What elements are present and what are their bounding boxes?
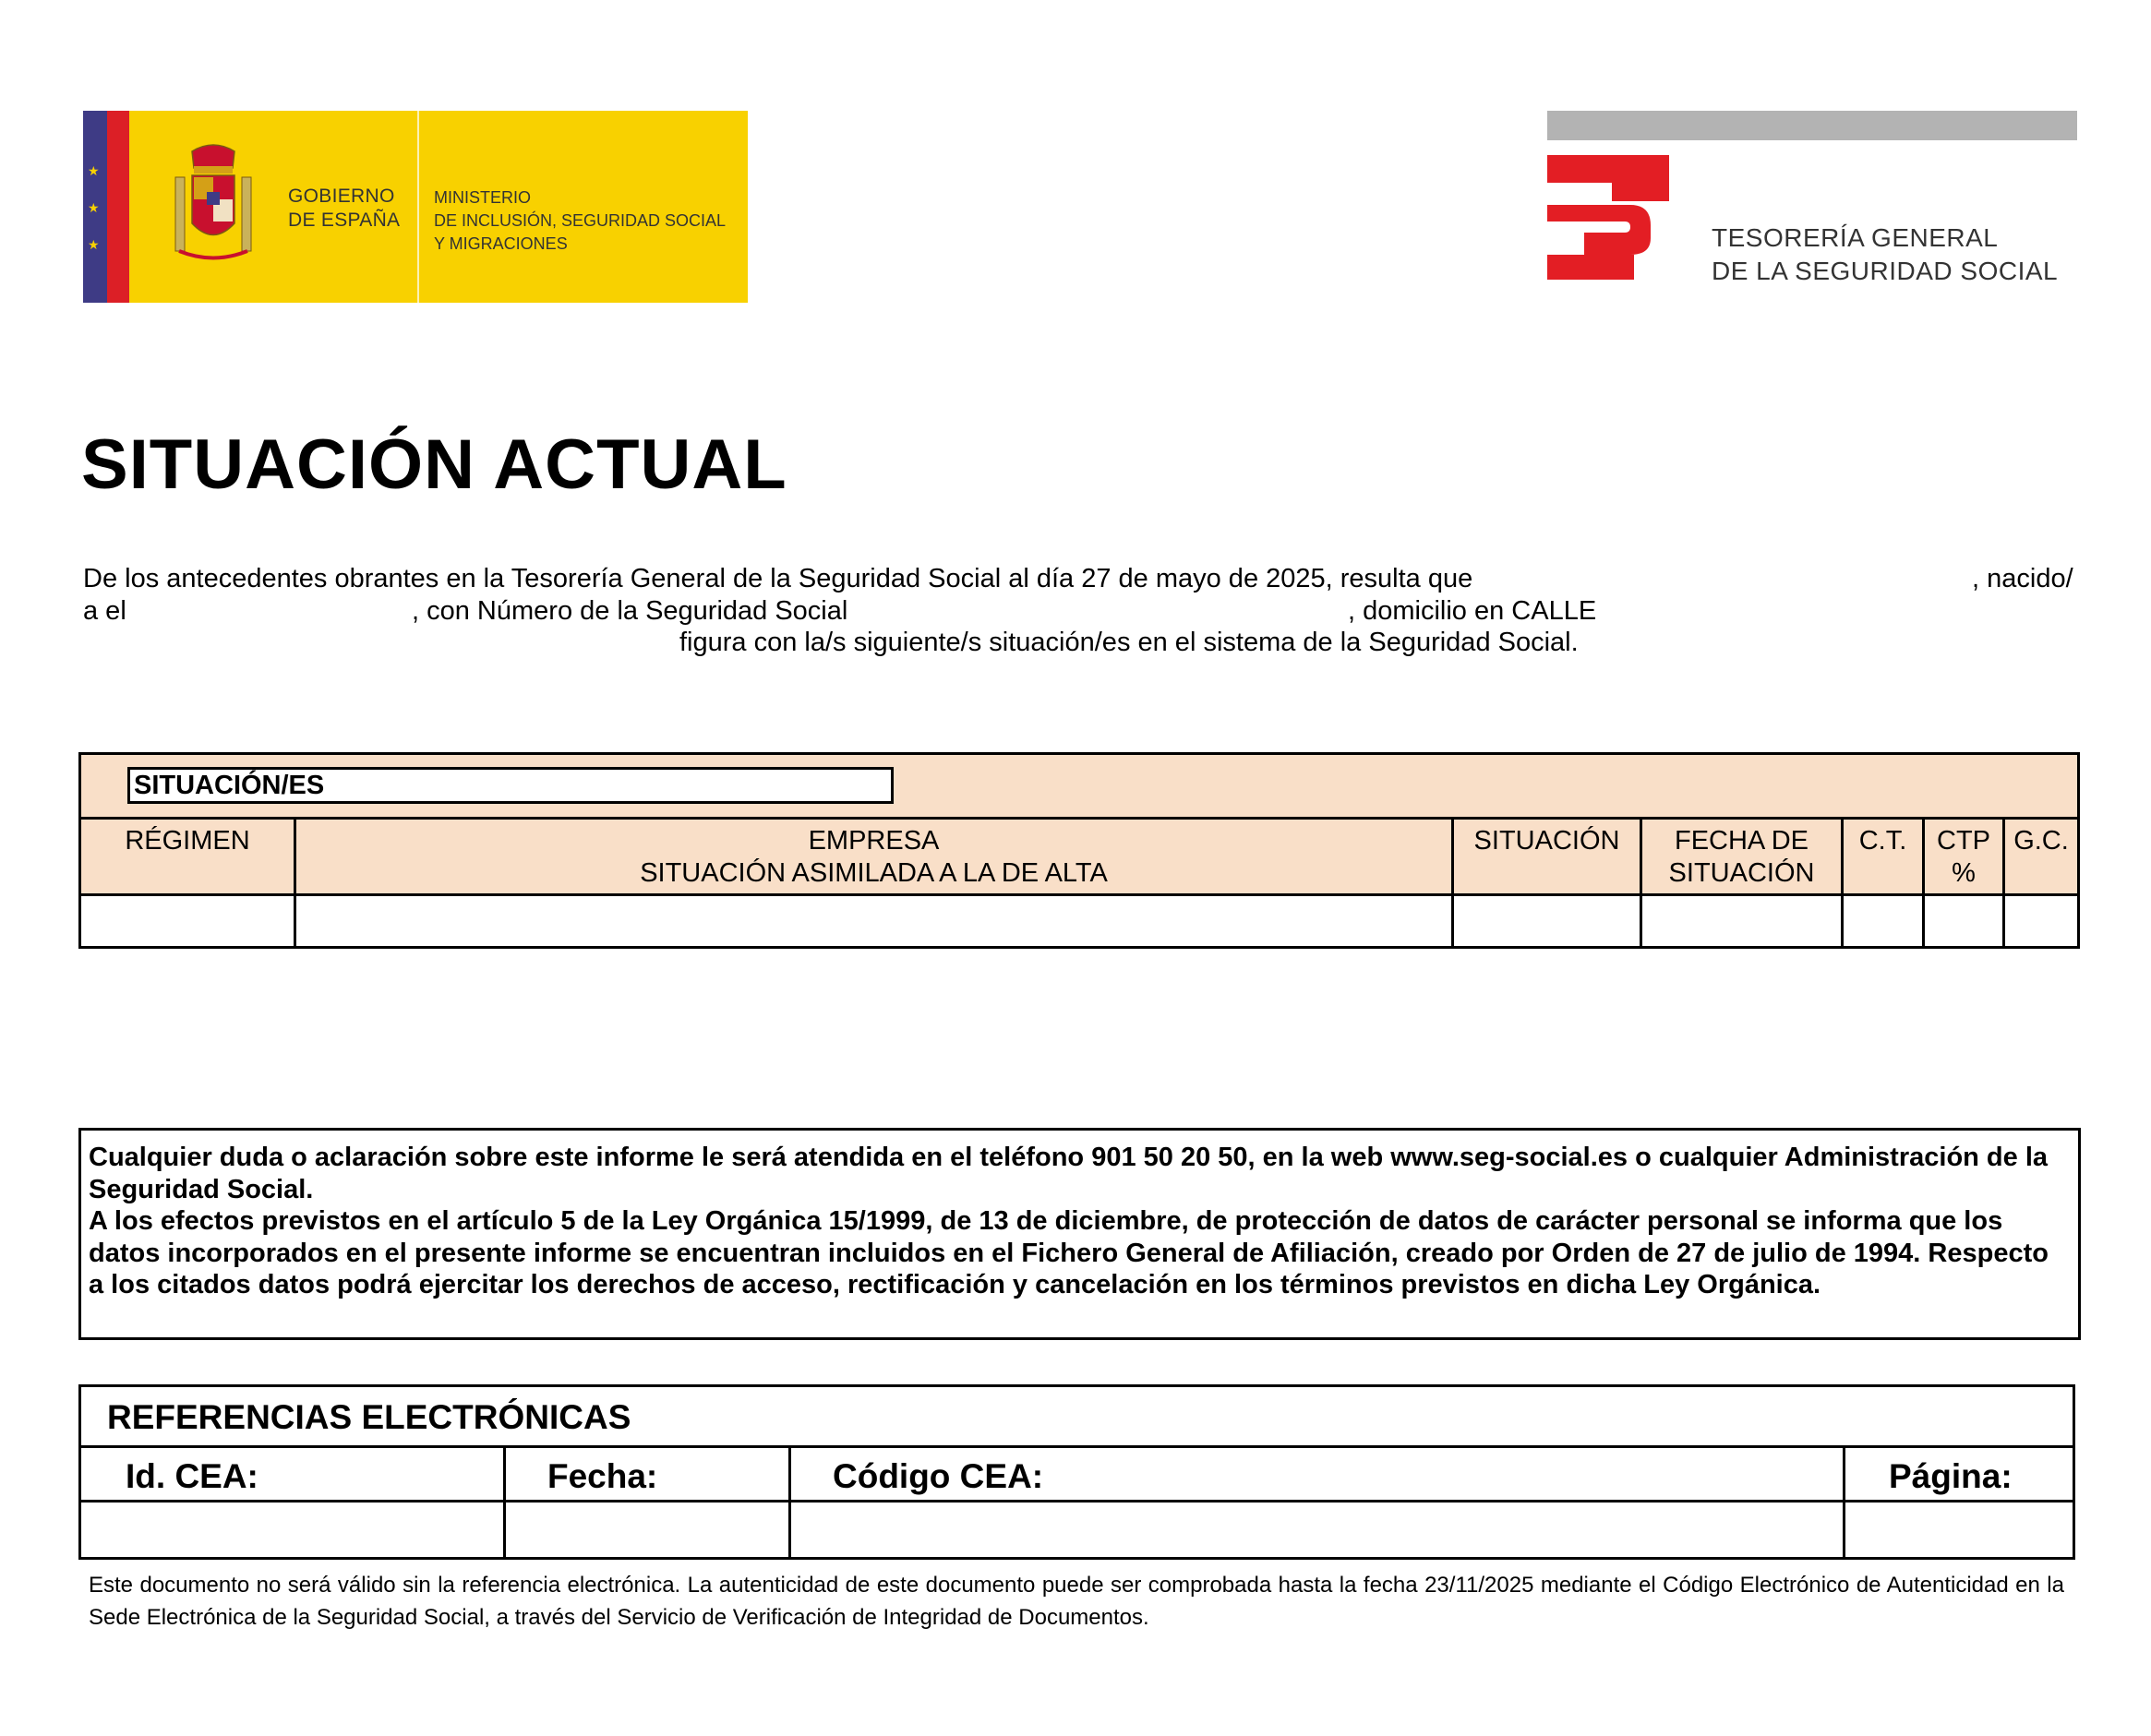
pagina-label: Página: (1889, 1457, 2013, 1495)
col-fecha (1642, 825, 1841, 890)
col-ctp-line1: CTP (1937, 826, 1990, 856)
col-divider (788, 1445, 791, 1557)
tgss-line1: TESORERÍA GENERAL (1712, 223, 1999, 252)
col-ct: C.T. (1858, 826, 1907, 856)
col-empresa-line2: SITUACIÓN ASIMILADA A LA DE ALTA (640, 858, 1108, 888)
col-gc: G.C. (2013, 826, 2069, 856)
ministry-line2: DE INCLUSIÓN, SEGURIDAD SOCIAL (434, 211, 727, 230)
col-situacion: SITUACIÓN (1473, 826, 1620, 856)
col-fecha-line2: SITUACIÓN (1668, 858, 1815, 888)
col-divider (503, 1445, 506, 1557)
tgss-line2: DE LA SEGURIDAD SOCIAL (1712, 257, 2059, 285)
referencias-title: REFERENCIAS ELECTRÓNICAS (107, 1398, 631, 1436)
tgss-name (1712, 221, 2058, 288)
situaciones-label: SITUACIÓN/ES (127, 767, 894, 804)
col-divider (1843, 1445, 1845, 1557)
footer-note: Este documento no será válido sin la referencia electrónica. La autenticidad de este documento puede ser comprobada hasta la fecha 23/11/2025 mediante el Código Electrónico de Autenticidad en la Sede Electrónica de la Seguridad Social, a través del Servicio de Verificación de Integridad de Documentos. (89, 1573, 2064, 1630)
col-empresa (296, 825, 1451, 890)
ministry-line3: Y MIGRACIONES (434, 234, 568, 253)
ministry-name (434, 186, 726, 256)
col-ctp (1925, 825, 2002, 890)
info-contact: Cualquier duda o aclaración sobre este informe le será atendida en el teléfono 901 50 20 50, en la web www.seg-social.es o cualquier Administración de la Seguridad Social. (89, 1143, 2049, 1204)
flag-red-stripe (107, 111, 129, 303)
tgss-logo-icon (1547, 155, 1669, 280)
intro-line1: De los antecedentes obrantes en la Tesorería General de la Seguridad Social al día 27 de mayo de 2025, resulta que (83, 564, 1473, 593)
intro-line2-end: , domicilio en CALLE (1348, 596, 1597, 626)
flag-blue-stripe: ★ ★ ★ (83, 111, 107, 303)
gobierno-line1: GOBIERNO (288, 186, 395, 207)
table-divider (81, 893, 2077, 896)
info-legal: A los efectos previstos en el artículo 5 de la Ley Orgánica 15/1999, de 13 de diciembre, de protección de datos de carácter personal se informa que los datos incorporados en el presente informe se encuentran incluidos en el Fichero General de Afiliación, creado por Orden de 27 de julio de 1994. Respecto a los citados datos podrá ejercitar los derechos de acceso, rectificación y cancelación en los términos previstos en dicha Ley Orgánica. (89, 1206, 2049, 1299)
gobierno-line2: DE ESPAÑA (288, 210, 401, 231)
intro-line2-mid: , con Número de la Seguridad Social (412, 596, 848, 626)
gobierno-logo (83, 111, 748, 303)
col-fecha-line1: FECHA DE (1674, 826, 1809, 856)
situaciones-table (78, 752, 2080, 949)
col-regimen: RÉGIMEN (125, 826, 250, 856)
col-empresa-line1: EMPRESA (808, 826, 940, 856)
intro-line2-start: a el (83, 596, 126, 626)
referencias-table (78, 1384, 2075, 1560)
page-title: SITUACIÓN ACTUAL (81, 425, 787, 504)
tgss-gray-bar (1547, 111, 2077, 140)
gobierno-name (288, 185, 400, 233)
codigo-cea-label: Código CEA: (833, 1457, 1044, 1495)
table-divider (81, 1445, 2073, 1448)
ministry-line1: MINISTERIO (434, 188, 532, 207)
col-ctp-line2: % (1952, 858, 1976, 888)
info-box (78, 1128, 2081, 1340)
table-divider (81, 817, 2077, 820)
logo-divider (417, 111, 419, 303)
fecha-label: Fecha: (547, 1457, 658, 1495)
coat-of-arms-icon (172, 140, 255, 274)
intro-line1-end: , nacido/ (1972, 564, 2073, 593)
table-divider (81, 1500, 2073, 1503)
intro-line3: figura con la/s siguiente/s situación/es en el sistema de la Seguridad Social. (679, 628, 1579, 657)
id-cea-label: Id. CEA: (126, 1457, 258, 1495)
